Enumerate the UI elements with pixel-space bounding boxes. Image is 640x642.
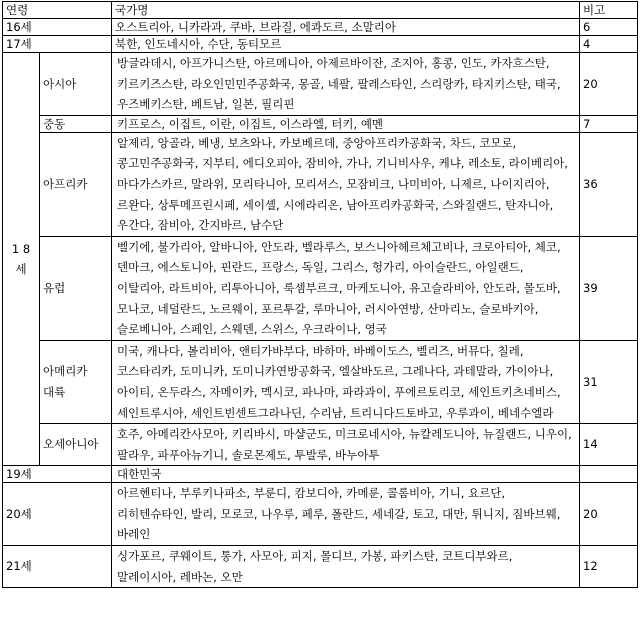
count-cell: 20 [580, 53, 638, 116]
countries-cell: 미국, 캐나다, 볼리비아, 앤티가바부다, 바하마, 바베이도스, 벨리즈, 버뮤다, 칠레, 코스타리카, 도미니카, 도미니카연방공화국, 엘살바도르, 그레나다, 과테말라, 가이아나, 아이티, 온두라스, 자메이카, 멕시코, 파나마, 파라과이, 푸에르토리코, 세인트키츠네비스, 세인트루시아, 세인트빈센트그라나딘, 수리남, 트리니다드토바고, 우루과이, 베네수엘라 [112, 340, 580, 423]
countries-cell: 오스트리아, 니카라과, 쿠바, 브라질, 에콰도르, 소말리아 [112, 19, 580, 36]
count-cell: 39 [580, 236, 638, 340]
table-row [3, 424, 638, 466]
header-countries: 국가명 [112, 2, 580, 19]
count-cell: 4 [580, 36, 638, 53]
age-cell: 19세 [3, 466, 112, 483]
count-cell: 6 [580, 19, 638, 36]
table-row [3, 115, 638, 132]
countries-cell: 호주, 아메리칸사모아, 키리바시, 마샬군도, 미크로네시아, 뉴칼레도니아, 뉴질랜드, 니우이, 팔라우, 파푸아뉴기니, 솔로몬제도, 투발루, 바누아투 [112, 424, 580, 466]
region-cell: 중동 [40, 115, 112, 132]
count-cell [580, 466, 638, 483]
count-cell: 31 [580, 340, 638, 423]
table-row [3, 53, 638, 116]
region-cell: 아메리카 대륙 [40, 340, 112, 423]
table-row [3, 483, 638, 546]
age-18-number: 1 8 [11, 241, 31, 256]
countries-cell: 벨기에, 불가리아, 알바니아, 안도라, 벨라루스, 보스니아헤르체고비나, 크로아티아, 체코, 덴마크, 에스토니아, 핀란드, 프랑스, 독일, 그리스, 헝가리, 아이슬란드, 아일랜드, 이탈리아, 라트비아, 리투아니아, 룩셈부르크, 마케도니아, 유고슬라비아, 안도라, 몰도바, 모나코, 네덜란드, 노르웨이, 포르투갈, 루마니아, 러시아연방, 산마리노, 슬로바키아, 슬로베니아, 스페인, 스웨덴, 스위스, 우크라이나, 영국 [112, 236, 580, 340]
countries-cell: 알제리, 앙골라, 베냉, 보츠와나, 카보베르데, 중앙아프리카공화국, 차드, 코모로, 콩고민주공화국, 지부티, 에디오피아, 잠비아, 가나, 기니비사우, 케냐, 레소토, 라이베리아, 마다가스카르, 말라위, 모리타니아, 모리셔스, 모잠비크, 나미비아, 니제르, 나이지리아, 르완다, 상투메프린시페, 세이셸, 시에라리온, 남아프리카공화국, 스와질랜드, 탄자니아, 우간다, 잠비아, 간지바르, 남수단 [112, 132, 580, 236]
table-row [3, 236, 638, 340]
countries-cell: 방글라데시, 아프가니스탄, 아르메니아, 아제르바이잔, 조지아, 홍콩, 인도, 카자흐스탄, 키르키즈스탄, 라오인민민주공화국, 몽골, 네팔, 팔레스타인, 스리랑카, 타지키스탄, 태국, 우즈베키스탄, 베트남, 일본, 필리핀 [112, 53, 580, 116]
count-cell: 36 [580, 132, 638, 236]
age-cell: 17세 [3, 36, 112, 53]
count-cell: 20 [580, 483, 638, 546]
count-cell: 12 [580, 546, 638, 588]
region-cell: 오세아니아 [40, 424, 112, 466]
age-cell: 20세 [3, 483, 112, 546]
age-table [2, 1, 638, 588]
header-age: 연령 [3, 2, 112, 19]
countries-cell: 키프로스, 이집트, 이란, 이집트, 이스라엘, 터키, 예멘 [112, 115, 580, 132]
table-row [3, 19, 638, 36]
countries-cell: 싱가포르, 쿠웨이트, 통가, 사모아, 피지, 몰디브, 가봉, 파키스탄, 코트디부와르, 말레이시아, 레바논, 오만 [112, 546, 580, 588]
table-row [3, 466, 638, 483]
table-row [3, 546, 638, 588]
header-note: 비고 [580, 2, 638, 19]
count-cell: 7 [580, 115, 638, 132]
table-row [3, 36, 638, 53]
countries-cell: 아르헨티나, 부루키나파소, 부룬디, 캄보디아, 카메룬, 콜롬비아, 기니, 요르단, 리히텐슈타인, 발리, 모로코, 나우루, 페루, 폴란드, 세네갈, 토고, 대만, 튀니지, 짐바브웨, 바레인 [112, 483, 580, 546]
table-row [3, 340, 638, 423]
region-cell: 아프리카 [40, 132, 112, 236]
region-cell: 유럽 [40, 236, 112, 340]
count-cell: 14 [580, 424, 638, 466]
region-cell: 아시아 [40, 53, 112, 116]
age-cell: 21세 [3, 546, 112, 588]
age-18-unit: 세 [15, 262, 27, 277]
table-row [3, 132, 638, 236]
header-row [3, 2, 638, 19]
countries-cell: 북한, 인도네시아, 수단, 동티모르 [112, 36, 580, 53]
age-cell: 16세 [3, 19, 112, 36]
countries-cell: 대한민국 [112, 466, 580, 483]
age-18-cell [3, 53, 40, 466]
